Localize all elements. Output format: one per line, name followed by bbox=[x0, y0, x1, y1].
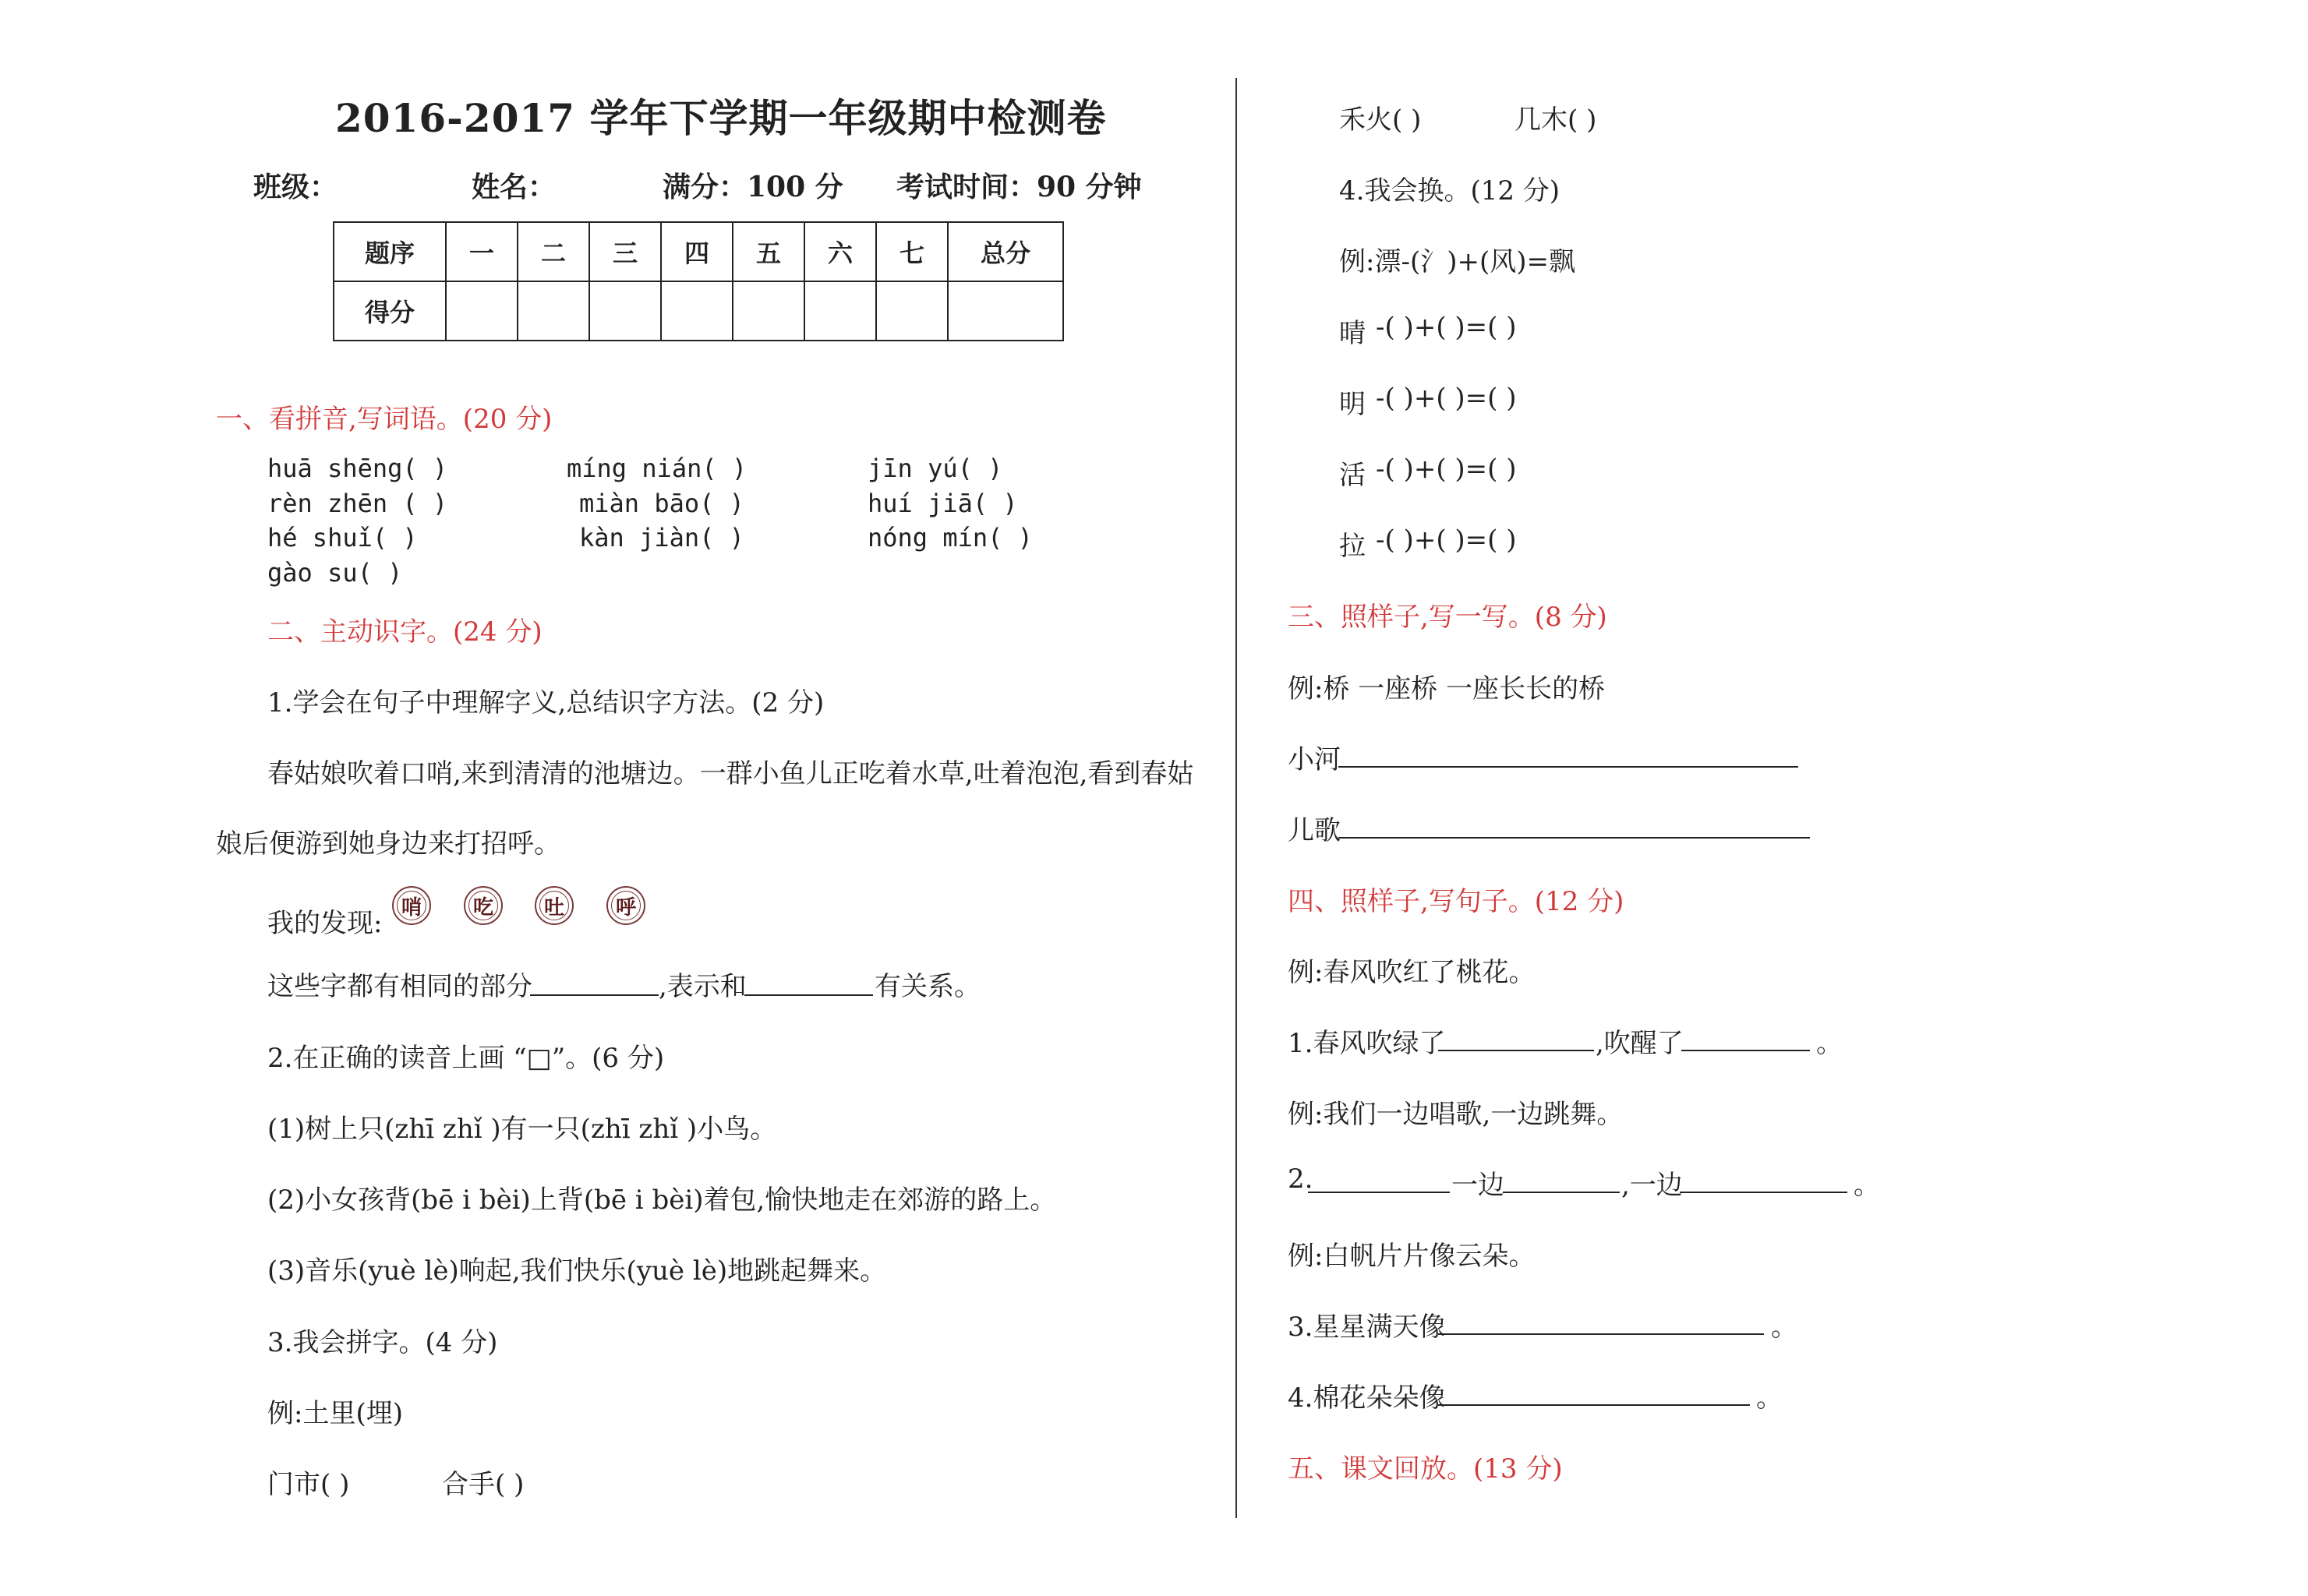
answer-blank[interactable] bbox=[1680, 1192, 1847, 1193]
pinyin-item: rèn zhēn ( ) bbox=[267, 489, 448, 518]
score-cell[interactable] bbox=[876, 281, 948, 341]
answer-blank[interactable] bbox=[1503, 1192, 1620, 1193]
section3-title: 三、照样子,写一写。(8 分) bbox=[1288, 602, 1607, 633]
score-row-label: 得分 bbox=[334, 281, 446, 341]
full-score-label: 满分：100 分 bbox=[663, 171, 843, 203]
q4-char: 活 bbox=[1339, 460, 1366, 491]
section4-q3-text: 3.星星满天像 bbox=[1288, 1312, 1446, 1343]
q3-item: 禾火( ) bbox=[1339, 104, 1422, 136]
name-label: 姓名： bbox=[472, 171, 557, 203]
q1-passage-line2: 娘后便游到她身边来打招呼。 bbox=[216, 828, 560, 860]
circled-char: 吃 bbox=[464, 886, 503, 925]
q4-formula: -( )+( )=( ) bbox=[1376, 454, 1517, 485]
section4-q1-text: ,吹醒了 bbox=[1596, 1028, 1684, 1059]
score-cell[interactable] bbox=[589, 281, 661, 341]
score-cell[interactable] bbox=[948, 281, 1063, 341]
circled-char: 吐 bbox=[535, 886, 574, 925]
q1-title: 1.学会在句子中理解字义,总结识字方法。(2 分) bbox=[267, 687, 825, 719]
score-header-cell: 总分 bbox=[948, 222, 1063, 281]
section4-example2: 例:我们一边唱歌,一边跳舞。 bbox=[1288, 1099, 1624, 1130]
pinyin-item: miàn bāo( ) bbox=[579, 489, 744, 518]
answer-blank[interactable] bbox=[1438, 1404, 1750, 1406]
score-table-score-row bbox=[334, 281, 1063, 341]
q2-title: 2.在正确的读音上画 “□”。(6 分) bbox=[267, 1043, 665, 1074]
q3-title: 3.我会拼字。(4 分) bbox=[267, 1327, 498, 1358]
score-cell[interactable] bbox=[446, 281, 518, 341]
section4-q4-text: 4.棉花朵朵像 bbox=[1288, 1382, 1446, 1414]
score-header-cell: 一 bbox=[446, 222, 518, 281]
answer-blank[interactable] bbox=[1338, 837, 1810, 839]
answer-blank[interactable] bbox=[1308, 1192, 1450, 1193]
score-header-cell: 题序 bbox=[334, 222, 446, 281]
circled-char: 呼 bbox=[606, 886, 645, 925]
q4-formula: -( )+( )=( ) bbox=[1376, 524, 1517, 556]
score-header-cell: 六 bbox=[804, 222, 876, 281]
class-label: 班级： bbox=[253, 171, 338, 203]
q2-item: (3)音乐(yuè lè)响起,我们快乐(yuè lè)地跳起舞来。 bbox=[267, 1255, 887, 1287]
score-header-cell: 三 bbox=[589, 222, 661, 281]
q3-example: 例:土里(埋) bbox=[267, 1398, 403, 1429]
section3-item-label: 小河 bbox=[1288, 744, 1341, 775]
q4-title: 4.我会换。(12 分) bbox=[1339, 175, 1560, 207]
exam-time-label: 考试时间：90 分钟 bbox=[896, 171, 1142, 203]
answer-blank[interactable] bbox=[530, 994, 659, 996]
q3-item: 几木( ) bbox=[1515, 104, 1597, 136]
q3-item: 门市( ) bbox=[267, 1469, 350, 1500]
section4-example1: 例:春风吹红了桃花。 bbox=[1288, 957, 1536, 988]
q4-formula: -( )+( )=( ) bbox=[1376, 312, 1517, 343]
pinyin-item: kàn jiàn( ) bbox=[579, 523, 744, 553]
section4-q3-end: 。 bbox=[1771, 1312, 1797, 1343]
section4-q2-text: 一边 bbox=[1451, 1170, 1504, 1201]
section3-example: 例:桥 一座桥 一座长长的桥 bbox=[1288, 673, 1606, 704]
pinyin-item: huí jiā( ) bbox=[868, 489, 1018, 518]
q3-item: 合手( ) bbox=[442, 1469, 525, 1500]
q1-passage-line1: 春姑娘吹着口哨,来到清清的池塘边。一群小鱼儿正吃着水草,吐着泡泡,看到春姑 bbox=[267, 758, 1194, 789]
score-header-cell: 二 bbox=[518, 222, 589, 281]
pinyin-item: nóng mín( ) bbox=[868, 523, 1033, 553]
score-table-header-row bbox=[334, 222, 1063, 281]
q1-fill-text-b: ,表示和 bbox=[659, 971, 747, 1002]
pinyin-item: míng nián( ) bbox=[567, 454, 748, 483]
section4-q1-text: 。 bbox=[1816, 1028, 1843, 1059]
score-table bbox=[333, 221, 1064, 341]
column-divider bbox=[1235, 78, 1237, 1518]
pinyin-item: hé shuǐ( ) bbox=[267, 523, 418, 553]
q2-item: (2)小女孩背(bē i bèi)上背(bē i bèi)着包,愉快地走在郊游的路上。 bbox=[267, 1185, 1057, 1216]
answer-blank[interactable] bbox=[1438, 1050, 1594, 1051]
q4-char: 明 bbox=[1339, 389, 1366, 420]
q4-example: 例:漂-(氵)+(风)=飘 bbox=[1339, 246, 1575, 277]
exam-title: 2016-2017 学年下学期一年级期中检测卷 bbox=[335, 95, 1107, 141]
section3-item-label: 儿歌 bbox=[1288, 815, 1341, 846]
score-cell[interactable] bbox=[661, 281, 733, 341]
score-cell[interactable] bbox=[733, 281, 804, 341]
pinyin-item: jīn yú( ) bbox=[868, 454, 1003, 483]
q4-char: 晴 bbox=[1339, 318, 1366, 349]
q1-fill-text-a: 这些字都有相同的部分 bbox=[267, 971, 532, 1002]
q4-formula: -( )+( )=( ) bbox=[1376, 383, 1517, 414]
answer-blank[interactable] bbox=[1338, 766, 1798, 768]
q4-char: 拉 bbox=[1339, 531, 1366, 562]
section2-title: 二、主动识字。(24 分) bbox=[267, 616, 543, 648]
section1-title: 一、看拼音,写词语。(20 分) bbox=[216, 404, 553, 435]
answer-blank[interactable] bbox=[1438, 1333, 1764, 1335]
section4-title: 四、照样子,写句子。(12 分) bbox=[1288, 886, 1624, 917]
section4-q1-text: 1.春风吹绿了 bbox=[1288, 1028, 1446, 1059]
score-header-cell: 四 bbox=[661, 222, 733, 281]
answer-blank[interactable] bbox=[1681, 1050, 1810, 1051]
score-cell[interactable] bbox=[518, 281, 589, 341]
q2-item: (1)树上只(zhī zhǐ )有一只(zhī zhǐ )小鸟。 bbox=[267, 1114, 777, 1145]
q1-fill-text-c: 有关系。 bbox=[875, 971, 981, 1002]
circled-char: 哨 bbox=[392, 886, 431, 925]
answer-blank[interactable] bbox=[744, 994, 873, 996]
section4-q2-text: ,一边 bbox=[1621, 1170, 1683, 1201]
score-cell[interactable] bbox=[804, 281, 876, 341]
section4-example3: 例:白帆片片像云朵。 bbox=[1288, 1241, 1536, 1272]
section4-q2-text: 2. bbox=[1288, 1163, 1313, 1195]
section4-q4-end: 。 bbox=[1756, 1382, 1783, 1414]
section5-title: 五、课文回放。(13 分) bbox=[1288, 1453, 1563, 1485]
score-header-cell: 七 bbox=[876, 222, 948, 281]
section4-q2-text: 。 bbox=[1854, 1170, 1880, 1201]
pinyin-item: huā shēng( ) bbox=[267, 454, 448, 483]
pinyin-item: gào su( ) bbox=[267, 558, 403, 588]
score-header-cell: 五 bbox=[733, 222, 804, 281]
discovery-label: 我的发现: bbox=[267, 908, 383, 939]
